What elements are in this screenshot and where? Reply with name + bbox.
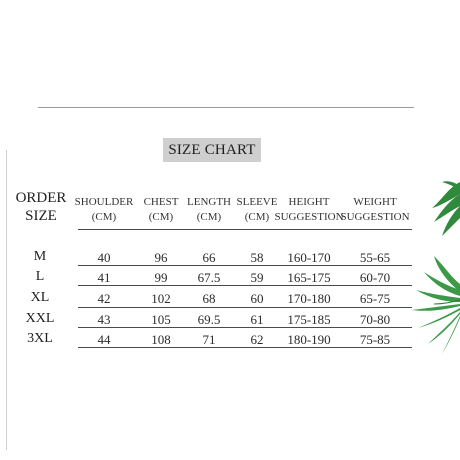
column-header-line2: (CM) xyxy=(196,211,222,223)
table-cell: 58 xyxy=(250,250,264,265)
table-cell: 65-75 xyxy=(359,291,391,306)
table-cell: 175-185 xyxy=(287,312,331,327)
column-header-5 xyxy=(335,195,415,225)
palm-leaf-icon-top xyxy=(420,178,460,240)
table-cell: 165-175 xyxy=(287,270,331,285)
table-cell: 71 xyxy=(202,332,216,347)
size-label: L xyxy=(35,269,45,284)
order-size-header-line1: ORDER xyxy=(15,190,67,206)
table-cell: 75-85 xyxy=(359,332,391,347)
column-header-line1: CHEST xyxy=(143,196,179,208)
table-cell: 160-170 xyxy=(287,250,331,265)
row-divider xyxy=(78,307,412,308)
column-header-line2: SUGGESTION xyxy=(340,211,410,223)
column-header-line1: LENGTH xyxy=(187,196,231,208)
table-cell: 96 xyxy=(154,250,168,265)
table-cell: 170-180 xyxy=(287,291,331,306)
top-divider xyxy=(38,107,414,108)
left-edge-line xyxy=(6,150,7,450)
table-cell: 43 xyxy=(97,312,111,327)
column-header-line1: SLEEVE xyxy=(236,196,278,208)
table-cell: 105 xyxy=(151,312,171,327)
size-label: M xyxy=(33,249,47,264)
table-cell: 40 xyxy=(97,250,111,265)
size-label: XL xyxy=(30,290,50,305)
table-cell: 60-70 xyxy=(359,270,391,285)
column-header-line2: SUGGESTION xyxy=(274,211,344,223)
table-cell: 59 xyxy=(250,270,264,285)
column-header-line1: WEIGHT xyxy=(353,196,397,208)
size-label: 3XL xyxy=(27,331,53,346)
size-label: XXL xyxy=(25,311,55,326)
column-header-line2: (CM) xyxy=(244,211,270,223)
order-size-header-line2: SIZE xyxy=(25,208,57,224)
table-cell: 67.5 xyxy=(197,270,221,285)
table-cell: 62 xyxy=(250,332,264,347)
table-cell: 60 xyxy=(250,291,264,306)
table-cell: 99 xyxy=(154,270,168,285)
column-header-line2: (CM) xyxy=(148,211,174,223)
size-chart-title: SIZE CHART xyxy=(163,138,261,162)
table-cell: 68 xyxy=(202,291,216,306)
table-cell: 70-80 xyxy=(359,312,391,327)
table-cell: 66 xyxy=(202,250,216,265)
table-cell: 69.5 xyxy=(197,312,221,327)
table-cell: 41 xyxy=(97,270,111,285)
table-cell: 44 xyxy=(97,332,111,347)
table-cell: 42 xyxy=(97,291,111,306)
column-header-line1: SHOULDER xyxy=(74,196,134,208)
palm-leaf-icon-bottom xyxy=(404,252,460,356)
table-cell: 180-190 xyxy=(287,332,331,347)
row-divider xyxy=(78,229,412,230)
table-cell: 61 xyxy=(250,312,264,327)
column-header-line1: HEIGHT xyxy=(288,196,330,208)
table-cell: 102 xyxy=(151,291,171,306)
table-cell: 55-65 xyxy=(359,250,391,265)
table-cell: 108 xyxy=(151,332,171,347)
column-header-line2: (CM) xyxy=(91,211,117,223)
